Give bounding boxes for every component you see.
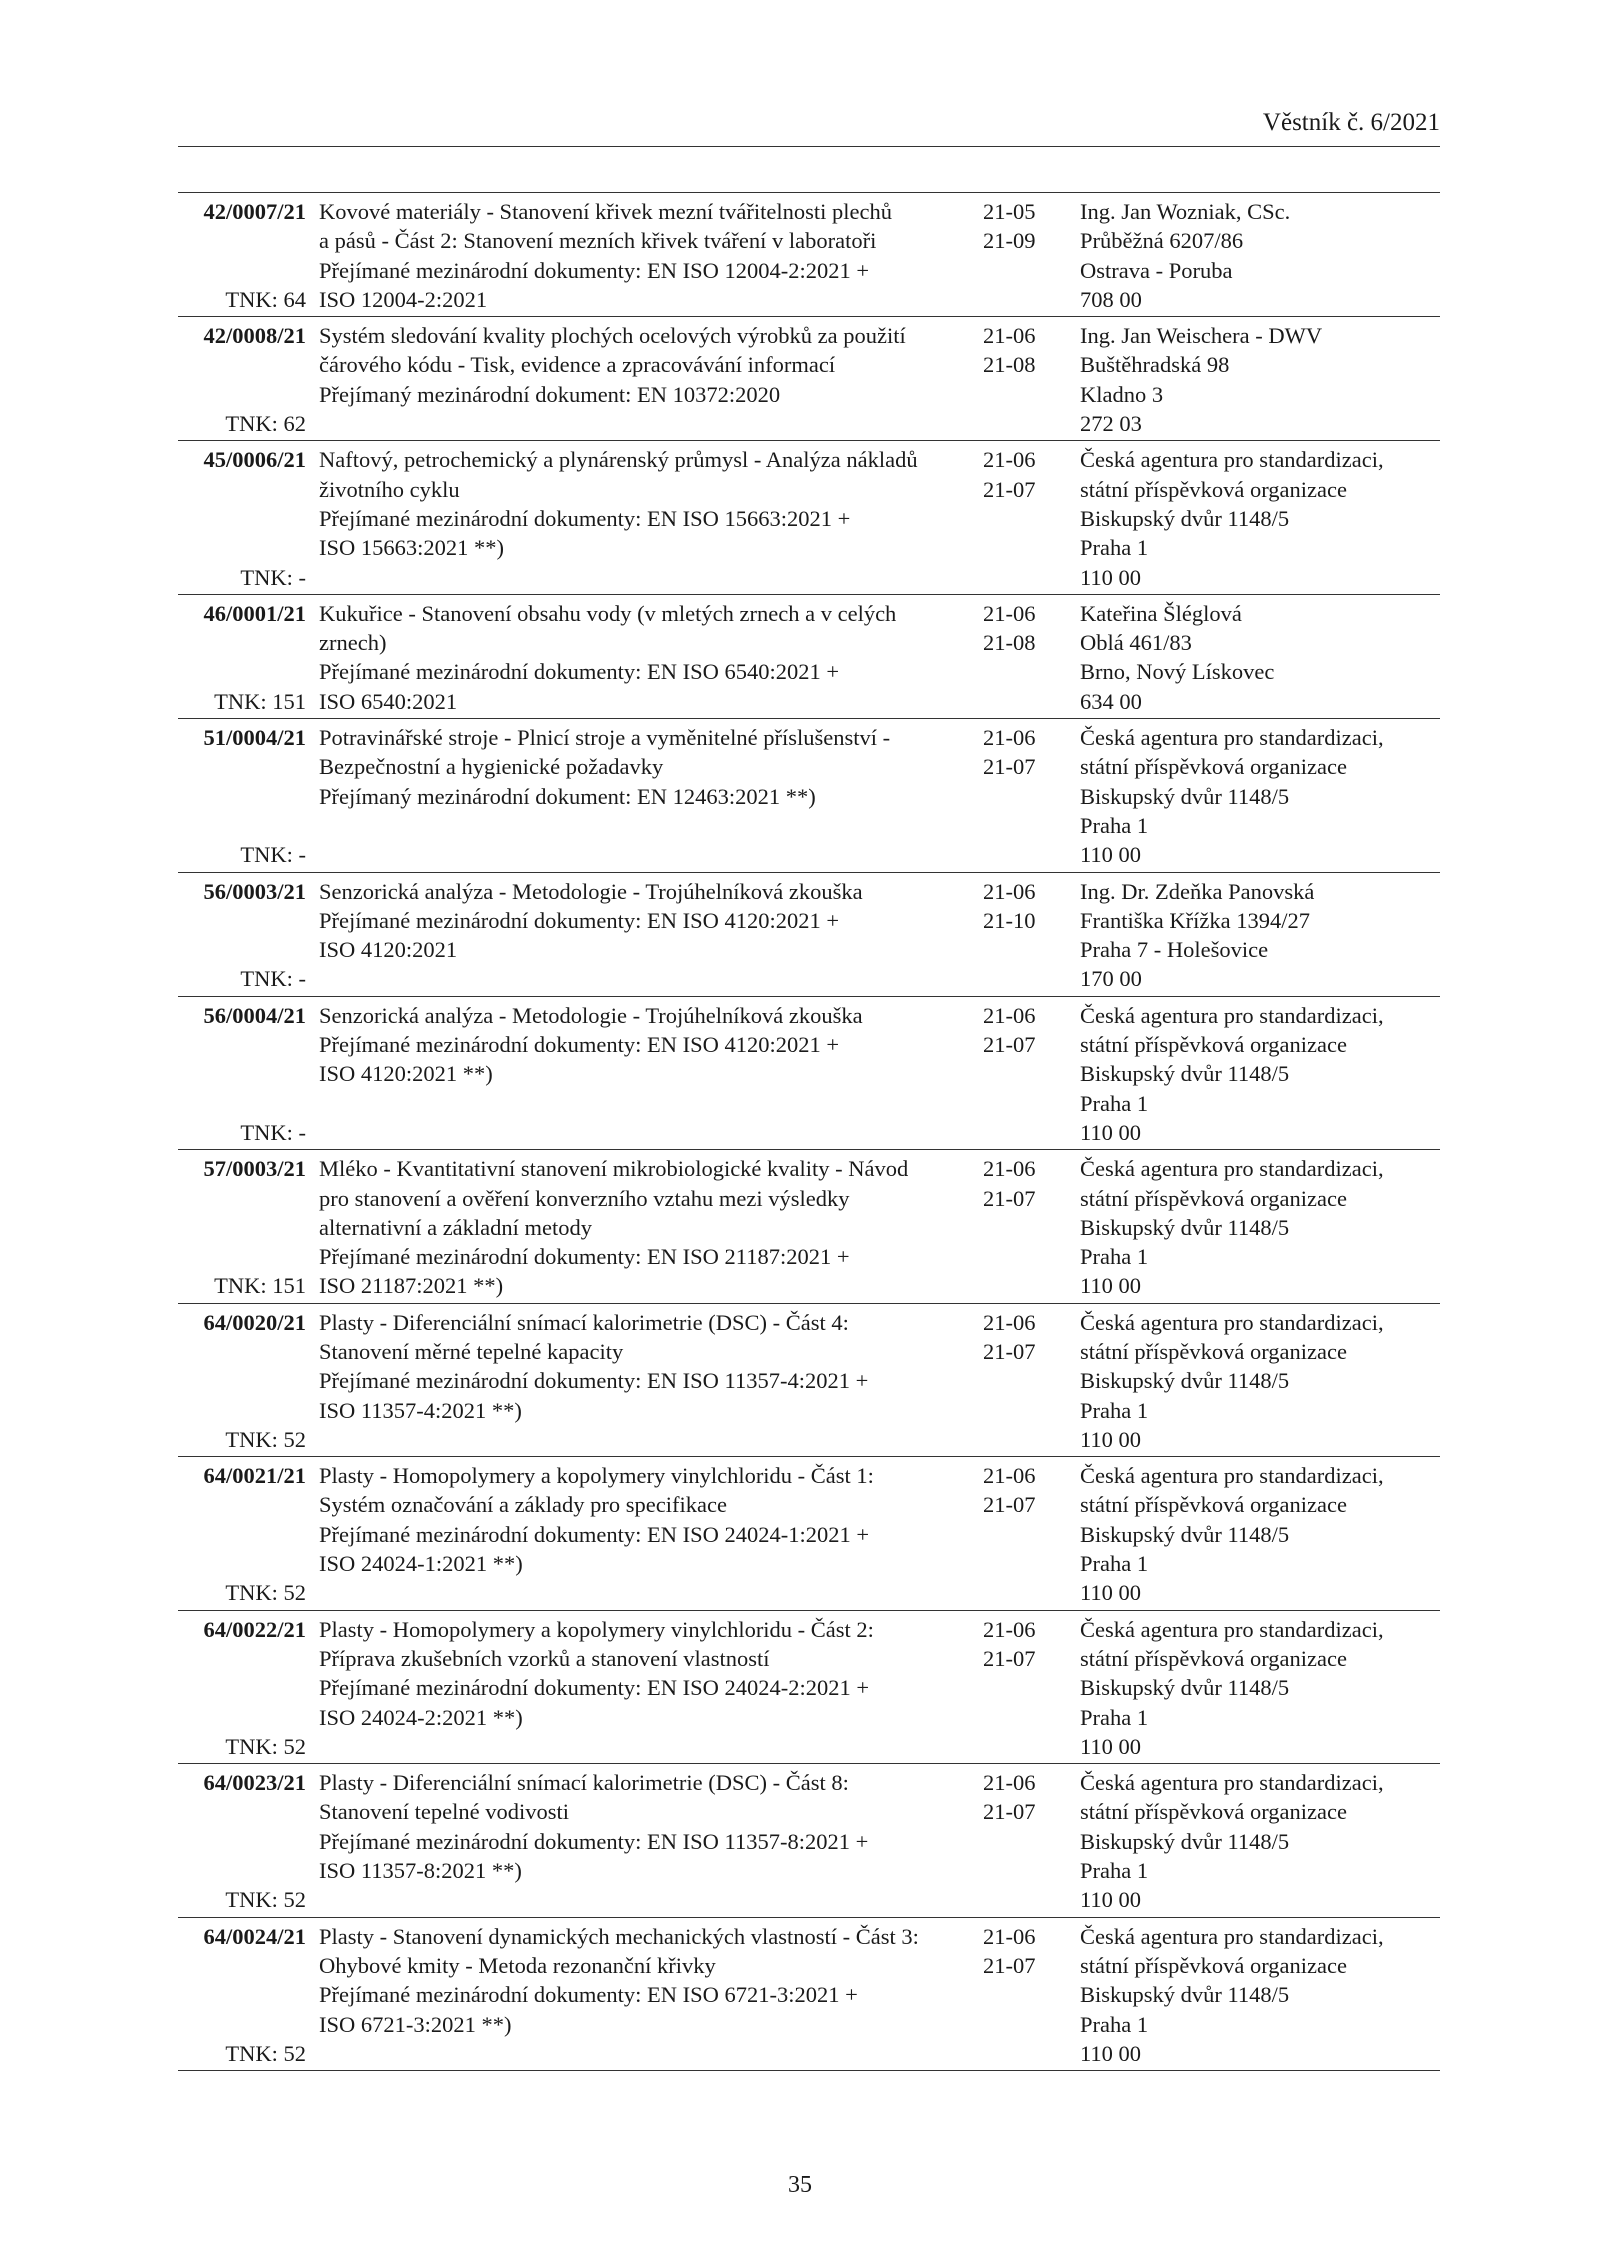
standard-entry — [178, 1918, 1440, 2071]
standard-entry — [178, 193, 1440, 317]
entry-dates — [983, 1922, 1071, 2068]
entry-id-column — [178, 1922, 306, 2068]
entry-title-line: a pásů - Část 2: Stanovení mezních křivek tváření v laboratoři — [319, 228, 877, 254]
entry-address-line: Biskupský dvůr 1148/5 — [1080, 1368, 1290, 1394]
entry-address-line: Česká agentura pro standardizaci, — [1080, 1770, 1384, 1796]
entry-date: 21-07 — [983, 1032, 1036, 1058]
entry-tnk: TNK: - — [240, 842, 306, 868]
entry-number: 56/0004/21 — [203, 1002, 306, 1028]
entry-address-line: 110 00 — [1080, 1580, 1142, 1606]
entry-address-line: 110 00 — [1080, 1119, 1142, 1145]
entry-tnk: TNK: 151 — [214, 1273, 306, 1299]
entry-id-column — [178, 723, 306, 869]
entry-dates — [983, 1154, 1071, 1300]
entry-tnk: TNK: 64 — [225, 286, 306, 312]
entry-address-line: Kateřina Šléglová — [1080, 600, 1242, 626]
entry-title-line: ISO 4120:2021 **) — [319, 1061, 493, 1087]
entry-number: 56/0003/21 — [203, 878, 306, 904]
entry-id-column — [178, 197, 306, 314]
standard-entry — [178, 595, 1440, 719]
entry-address-line: Biskupský dvůr 1148/5 — [1080, 1675, 1290, 1701]
entry-address-line: 110 00 — [1080, 1426, 1142, 1452]
entry-title — [319, 1768, 976, 1914]
entry-tnk: TNK: 52 — [225, 1426, 306, 1452]
entry-address — [1080, 723, 1440, 869]
entry-address-line: 634 00 — [1080, 688, 1142, 714]
entry-date: 21-09 — [983, 228, 1036, 254]
entry-title-line: ISO 15663:2021 **) — [319, 535, 504, 561]
entry-title — [319, 321, 976, 438]
entry-title-line: pro stanovení a ověření konverzního vztahu mezi výsledky — [319, 1185, 850, 1211]
entry-address — [1080, 1461, 1440, 1607]
entry-title-line: Přejímané mezinárodní dokumenty: EN ISO 11357-4:2021 + — [319, 1368, 869, 1394]
entry-title-line: Přejímané mezinárodní dokumenty: EN ISO 6540:2021 + — [319, 659, 840, 685]
entry-number: 64/0023/21 — [203, 1770, 306, 1796]
entry-tnk: TNK: 151 — [214, 688, 306, 714]
standard-entry — [178, 1611, 1440, 1764]
entry-tnk: TNK: - — [240, 564, 306, 590]
entry-date: 21-05 — [983, 199, 1036, 224]
entry-address-line: Biskupský dvůr 1148/5 — [1080, 1214, 1290, 1240]
entry-title-line: Přejímané mezinárodní dokumenty: EN ISO 12004-2:2021 + — [319, 257, 870, 283]
entry-address-line: Česká agentura pro standardizaci, — [1080, 1463, 1384, 1489]
entry-title-line: Plasty - Diferenciální snímací kalorimetrie (DSC) - Část 8: — [319, 1770, 849, 1796]
entry-address-line: státní příspěvková organizace — [1080, 1952, 1347, 1978]
entry-number: 42/0008/21 — [203, 323, 306, 349]
entry-date: 21-06 — [983, 1923, 1036, 1949]
entry-date: 21-06 — [983, 600, 1036, 626]
entry-address-line: Praha 1 — [1080, 1397, 1149, 1423]
entry-tnk: TNK: 52 — [225, 1887, 306, 1913]
entry-id-column — [178, 1461, 306, 1607]
entry-dates — [983, 1461, 1071, 1607]
entry-title — [319, 1308, 976, 1454]
entry-title-line: Systém označování a základy pro specifikace — [319, 1492, 727, 1518]
entry-tnk: TNK: 62 — [225, 411, 306, 437]
entry-address-line: státní příspěvková organizace — [1080, 476, 1347, 502]
entry-address-line: 170 00 — [1080, 966, 1142, 992]
entry-title — [319, 723, 976, 869]
entry-date: 21-06 — [983, 323, 1036, 349]
entry-title-line: Přejímané mezinárodní dokumenty: EN ISO 6721-3:2021 + — [319, 1982, 858, 2008]
entry-address-line: Česká agentura pro standardizaci, — [1080, 1156, 1384, 1182]
entry-address-line: Praha 1 — [1080, 1704, 1149, 1730]
entry-dates — [983, 197, 1071, 314]
entry-title-line: Přejímané mezinárodní dokumenty: EN ISO 21187:2021 + — [319, 1244, 850, 1270]
entry-address-line: Praha 1 — [1080, 1858, 1149, 1884]
entry-address-line: Biskupský dvůr 1148/5 — [1080, 1828, 1290, 1854]
entry-address-line: Biskupský dvůr 1148/5 — [1080, 505, 1290, 531]
entry-address-line: státní příspěvková organizace — [1080, 1032, 1347, 1058]
entry-title-line: ISO 11357-8:2021 **) — [319, 1858, 522, 1884]
entry-title-line: Přejímané mezinárodní dokumenty: EN ISO 4120:2021 + — [319, 1032, 840, 1058]
entry-address — [1080, 1308, 1440, 1454]
entry-address-line: státní příspěvková organizace — [1080, 1185, 1347, 1211]
entry-dates — [983, 1001, 1071, 1147]
entry-address-line: 110 00 — [1080, 842, 1142, 868]
entry-address-line: státní příspěvková organizace — [1080, 1799, 1347, 1825]
standard-entry — [178, 997, 1440, 1150]
entry-date: 21-06 — [983, 1002, 1036, 1028]
entry-dates — [983, 1768, 1071, 1914]
entry-address-line: Česká agentura pro standardizaci, — [1080, 1616, 1384, 1642]
entry-title-line: ISO 4120:2021 — [319, 937, 458, 963]
entry-title-line: Plasty - Homopolymery a kopolymery vinylchloridu - Část 1: — [319, 1463, 874, 1489]
entry-dates — [983, 723, 1071, 869]
entry-address-line: 110 00 — [1080, 1733, 1142, 1759]
entry-title-line: Kukuřice - Stanovení obsahu vody (v mletých zrnech a v celých — [319, 600, 897, 626]
entry-date: 21-06 — [983, 1463, 1036, 1489]
standards-list — [178, 192, 1440, 2071]
standard-entry — [178, 1304, 1440, 1457]
entry-date: 21-06 — [983, 1616, 1036, 1642]
entry-number: 64/0020/21 — [203, 1309, 306, 1335]
entry-date: 21-06 — [983, 447, 1036, 473]
standard-entry — [178, 1764, 1440, 1917]
entry-address-line: Buštěhradská 98 — [1080, 352, 1230, 378]
entry-date: 21-07 — [983, 1952, 1036, 1978]
entry-address-line: státní příspěvková organizace — [1080, 1492, 1347, 1518]
entry-title-line: Stanovení tepelné vodivosti — [319, 1799, 569, 1825]
entry-id-column — [178, 877, 306, 994]
entry-dates — [983, 1615, 1071, 1761]
entry-address-line: Česká agentura pro standardizaci, — [1080, 1923, 1384, 1949]
entry-address — [1080, 1615, 1440, 1761]
entry-address — [1080, 599, 1440, 716]
entry-address-line: Františka Křížka 1394/27 — [1080, 907, 1310, 933]
entry-title-line: ISO 12004-2:2021 — [319, 286, 488, 312]
page-number: 35 — [788, 2172, 812, 2198]
entry-title — [319, 197, 976, 314]
entry-address-line: Biskupský dvůr 1148/5 — [1080, 1521, 1290, 1547]
entry-title — [319, 1461, 976, 1607]
entry-id-column — [178, 1615, 306, 1761]
entry-address-line: Biskupský dvůr 1148/5 — [1080, 1982, 1290, 2008]
entry-address-line: Průběžná 6207/86 — [1080, 228, 1244, 254]
entry-title — [319, 1615, 976, 1761]
entry-address-line: 272 03 — [1080, 411, 1142, 437]
entry-dates — [983, 321, 1071, 438]
entry-address-line: Česká agentura pro standardizaci, — [1080, 1002, 1384, 1028]
entry-date: 21-07 — [983, 1645, 1036, 1671]
entry-id-column — [178, 445, 306, 591]
entry-address-line: Praha 1 — [1080, 1090, 1149, 1116]
entry-title-line: alternativní a základní metody — [319, 1214, 593, 1240]
entry-date: 21-07 — [983, 754, 1036, 780]
entry-address-line: Ing. Dr. Zdeňka Panovská — [1080, 878, 1315, 904]
entry-id-column — [178, 1001, 306, 1147]
entry-date: 21-06 — [983, 878, 1036, 904]
entry-title-line: Stanovení měrné tepelné kapacity — [319, 1338, 624, 1364]
entry-title-line: Plasty - Stanovení dynamických mechanických vlastností - Část 3: — [319, 1923, 919, 1949]
entry-title-line: Přejímané mezinárodní dokumenty: EN ISO 15663:2021 + — [319, 505, 851, 531]
entry-address-line: Česká agentura pro standardizaci, — [1080, 1309, 1384, 1335]
entry-title-line: Senzorická analýza - Metodologie - Trojúhelníková zkouška — [319, 1002, 863, 1028]
entry-dates — [983, 599, 1071, 716]
entry-address-line: státní příspěvková organizace — [1080, 1645, 1347, 1671]
entry-address-line: Praha 1 — [1080, 812, 1149, 838]
standard-entry — [178, 441, 1440, 594]
entry-date: 21-10 — [983, 907, 1036, 933]
entry-address-line: Praha 7 - Holešovice — [1080, 937, 1269, 963]
entry-address-line: Biskupský dvůr 1148/5 — [1080, 783, 1290, 809]
entry-address-line: Praha 1 — [1080, 1244, 1149, 1270]
entry-number: 45/0006/21 — [203, 447, 306, 473]
entry-address-line: 110 00 — [1080, 2040, 1142, 2066]
entry-address-line: 110 00 — [1080, 1273, 1142, 1299]
entry-title-line: Naftový, petrochemický a plynárenský průmysl - Analýza nákladů — [319, 447, 918, 473]
entry-address-line: Oblá 461/83 — [1080, 630, 1192, 656]
entry-title — [319, 1922, 976, 2068]
entry-address-line: Praha 1 — [1080, 2011, 1149, 2037]
entry-title-line: Přejímané mezinárodní dokumenty: EN ISO 4120:2021 + — [319, 907, 840, 933]
entry-title-line: Bezpečnostní a hygienické požadavky — [319, 754, 664, 780]
entry-title-line: Přejímaný mezinárodní dokument: EN 10372:2020 — [319, 381, 781, 407]
entry-address-line: Ing. Jan Weischera - DWV — [1080, 323, 1323, 349]
entry-title-line: ISO 21187:2021 **) — [319, 1273, 504, 1299]
entry-id-column — [178, 1154, 306, 1300]
entry-title-line: Kovové materiály - Stanovení křivek mezní tvářitelnosti plechů — [319, 199, 892, 224]
entry-address-line: Česká agentura pro standardizaci, — [1080, 725, 1384, 751]
standard-entry — [178, 1150, 1440, 1303]
entry-title-line: Potravinářské stroje - Plnicí stroje a vyměnitelné příslušenství - — [319, 725, 891, 751]
entry-tnk: TNK: 52 — [225, 1580, 306, 1606]
entry-title-line: zrnech) — [319, 630, 387, 656]
entry-number: 64/0024/21 — [203, 1923, 306, 1949]
entry-title — [319, 877, 976, 994]
entry-title-line: Přejímané mezinárodní dokumenty: EN ISO 11357-8:2021 + — [319, 1828, 869, 1854]
entry-date: 21-07 — [983, 1338, 1036, 1364]
entry-id-column — [178, 1768, 306, 1914]
entry-date: 21-07 — [983, 1185, 1036, 1211]
entry-id-column — [178, 321, 306, 438]
entry-title-line: Přejímaný mezinárodní dokument: EN 12463:2021 **) — [319, 783, 816, 809]
entry-number: 57/0003/21 — [203, 1156, 306, 1182]
entry-id-column — [178, 599, 306, 716]
entry-date: 21-06 — [983, 1156, 1036, 1182]
entry-address-line: 708 00 — [1080, 286, 1142, 312]
entry-dates — [983, 1308, 1071, 1454]
standard-entry — [178, 873, 1440, 997]
entry-number: 64/0021/21 — [203, 1463, 306, 1489]
entry-address — [1080, 877, 1440, 994]
entry-title-line: Přejímané mezinárodní dokumenty: EN ISO 24024-2:2021 + — [319, 1675, 870, 1701]
entry-title — [319, 1154, 976, 1300]
entry-address-line: Biskupský dvůr 1148/5 — [1080, 1061, 1290, 1087]
entry-number: 42/0007/21 — [203, 199, 306, 224]
journal-header — [178, 108, 1440, 138]
entry-address-line: Ostrava - Poruba — [1080, 257, 1233, 283]
entry-title-line: ISO 24024-1:2021 **) — [319, 1551, 523, 1577]
entry-address-line: státní příspěvková organizace — [1080, 1338, 1347, 1364]
entry-address — [1080, 1922, 1440, 2068]
entry-title-line: ISO 24024-2:2021 **) — [319, 1704, 523, 1730]
entry-dates — [983, 877, 1071, 994]
header-rule — [178, 146, 1440, 147]
entry-address — [1080, 1768, 1440, 1914]
entry-title-line: Plasty - Diferenciální snímací kalorimetrie (DSC) - Část 4: — [319, 1309, 849, 1335]
entry-title-line: Ohybové kmity - Metoda rezonanční křivky — [319, 1952, 716, 1978]
entry-address-line: 110 00 — [1080, 564, 1142, 590]
entry-title-line: Systém sledování kvality plochých ocelových výrobků za použití — [319, 323, 906, 349]
entry-number: 64/0022/21 — [203, 1616, 306, 1642]
journal-title: Věstník č. 6/2021 — [1262, 109, 1440, 136]
entry-title-line: ISO 6540:2021 — [319, 688, 458, 714]
standard-entry — [178, 1457, 1440, 1610]
entry-address — [1080, 321, 1440, 438]
entry-number: 51/0004/21 — [203, 725, 306, 751]
entry-title — [319, 1001, 976, 1147]
entry-dates — [983, 445, 1071, 591]
entry-address-line: 110 00 — [1080, 1887, 1142, 1913]
entry-tnk: TNK: - — [240, 1119, 306, 1145]
entry-address-line: státní příspěvková organizace — [1080, 754, 1347, 780]
entry-tnk: TNK: - — [240, 966, 306, 992]
entry-title-line: ISO 11357-4:2021 **) — [319, 1397, 522, 1423]
entry-tnk: TNK: 52 — [225, 2040, 306, 2066]
standard-entry — [178, 317, 1440, 441]
entry-title-line: Senzorická analýza - Metodologie - Trojúhelníková zkouška — [319, 878, 863, 904]
entry-tnk: TNK: 52 — [225, 1733, 306, 1759]
entry-date: 21-07 — [983, 476, 1036, 502]
entry-title-line: životního cyklu — [319, 476, 460, 502]
entry-date: 21-08 — [983, 352, 1036, 378]
entry-title — [319, 445, 976, 591]
entry-id-column — [178, 1308, 306, 1454]
entry-title-line: Mléko - Kvantitativní stanovení mikrobiologické kvality - Návod — [319, 1156, 909, 1182]
entry-address — [1080, 1001, 1440, 1147]
entry-title — [319, 599, 976, 716]
entry-address — [1080, 445, 1440, 591]
entry-date: 21-07 — [983, 1799, 1036, 1825]
entry-date: 21-07 — [983, 1492, 1036, 1518]
entry-address — [1080, 197, 1440, 314]
entry-address-line: Praha 1 — [1080, 535, 1149, 561]
entry-date: 21-06 — [983, 725, 1036, 751]
entry-date: 21-08 — [983, 630, 1036, 656]
entry-title-line: Plasty - Homopolymery a kopolymery vinylchloridu - Část 2: — [319, 1616, 874, 1642]
entry-title-line: ISO 6721-3:2021 **) — [319, 2011, 512, 2037]
entry-address-line: Ing. Jan Wozniak, CSc. — [1080, 199, 1291, 224]
standard-entry — [178, 719, 1440, 872]
entry-title-line: Přejímané mezinárodní dokumenty: EN ISO 24024-1:2021 + — [319, 1521, 870, 1547]
entry-number: 46/0001/21 — [203, 600, 306, 626]
entry-address-line: Brno, Nový Lískovec — [1080, 659, 1275, 685]
entry-title-line: čárového kódu - Tisk, evidence a zpracovávání informací — [319, 352, 836, 378]
entry-title-line: Příprava zkušebních vzorků a stanovení vlastností — [319, 1645, 770, 1671]
entry-date: 21-06 — [983, 1309, 1036, 1335]
entry-date: 21-06 — [983, 1770, 1036, 1796]
entry-address-line: Kladno 3 — [1080, 381, 1164, 407]
entry-address-line: Česká agentura pro standardizaci, — [1080, 447, 1384, 473]
entry-address-line: Praha 1 — [1080, 1551, 1149, 1577]
entry-address — [1080, 1154, 1440, 1300]
